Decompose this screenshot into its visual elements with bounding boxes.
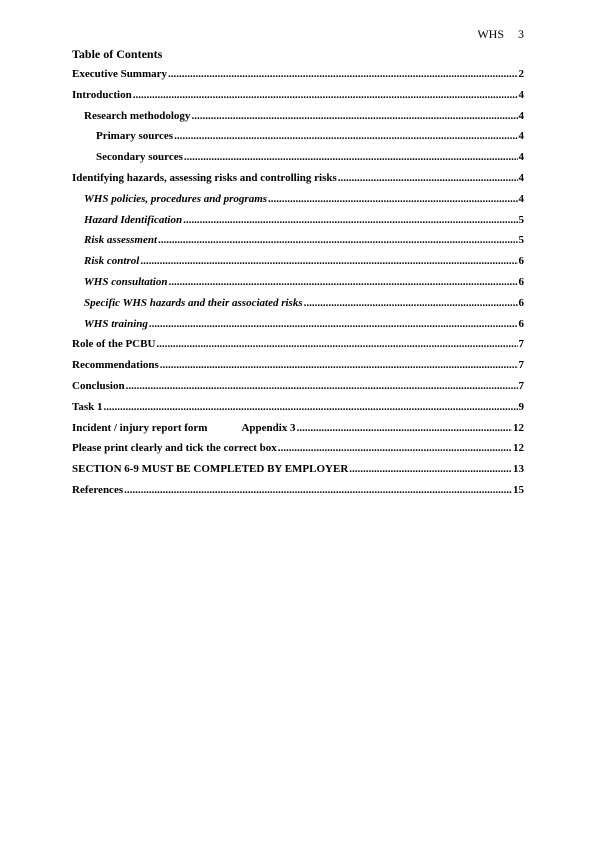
dot-leader [168,276,517,288]
toc-entry-title: Risk control [84,255,140,268]
dot-leader [304,297,518,309]
toc-entry-page: 4 [518,109,524,122]
toc-entry-title: Hazard Identification [84,213,183,226]
dot-leader [191,110,517,122]
toc-entry-page: 12 [513,442,524,455]
page-header [477,27,524,42]
dot-leader [124,484,512,496]
toc-entry[interactable] [72,422,524,443]
toc-entry-title: Specific WHS hazards and their associated risks [84,296,303,309]
toc-entry-title: WHS policies, procedures and programs [84,192,268,205]
toc-entry[interactable] [72,255,524,276]
toc-entry[interactable] [72,234,524,255]
dot-leader [168,68,517,80]
toc-entry[interactable] [72,463,524,484]
page-number: 3 [518,27,524,41]
toc-entry-page: 9 [518,400,524,413]
toc-entry[interactable] [72,130,524,151]
toc-entry-page: 4 [518,192,524,205]
dot-leader [349,463,512,475]
dot-leader [338,172,518,184]
toc-entry-page: 2 [518,68,524,80]
toc-entry-title: Risk assessment [84,234,158,247]
toc-entry-title: Please print clearly and tick the correct box [72,442,277,455]
dot-leader [183,214,517,226]
toc-entry[interactable] [72,193,524,214]
toc-entry-page: 7 [518,379,524,392]
dot-leader [160,359,518,371]
toc-entry-page: 4 [518,171,524,184]
toc-entry[interactable] [72,68,524,89]
dot-leader [133,89,518,101]
toc-entry-title: SECTION 6-9 MUST BE COMPLETED BY EMPLOYER [72,463,349,476]
toc-entry[interactable] [72,172,524,193]
dot-leader [184,151,518,163]
dot-leader [103,401,517,413]
dot-leader [149,318,518,330]
toc-entry-page: 6 [518,275,524,288]
toc-entry[interactable] [72,338,524,359]
dot-leader [158,234,517,246]
toc-entry-page: 6 [518,317,524,330]
dot-leader [140,255,517,267]
toc-title: Table of Contents [72,47,163,61]
toc-entry-page: 12 [513,421,524,434]
toc-entry-page: 7 [518,338,524,351]
toc-entry-page: 6 [518,255,524,268]
toc-entry-title: References [72,483,124,496]
toc-entry-title: WHS consultation [84,275,168,288]
toc-entry[interactable] [72,276,524,297]
toc-entry[interactable] [72,110,524,131]
toc-entry-page: 7 [518,359,524,372]
toc-entry[interactable] [72,380,524,401]
dot-leader [174,130,517,142]
dot-leader [268,193,517,205]
toc-entry-page: 6 [518,296,524,309]
toc-entry-title: Conclusion [72,379,125,392]
toc-entry-page: 5 [518,213,524,226]
toc-entry[interactable] [72,359,524,380]
running-head: WHS [477,27,504,41]
toc-entry-page: 5 [518,234,524,247]
toc-entry-title: Incident / injury report form [72,421,208,434]
toc-entry-page: 15 [513,483,524,496]
toc-entry-title: Role of the PCBU [72,338,156,351]
toc-entry-title: Research methodology [84,109,191,122]
dot-leader [156,338,517,350]
toc-entry[interactable] [72,318,524,339]
toc-entry-page: 4 [518,88,524,101]
dot-leader [278,442,512,454]
toc-entry-title: Primary sources [96,130,174,143]
toc-entry[interactable] [72,484,524,505]
toc-entry-title: Task 1 [72,400,103,413]
toc-entry[interactable] [72,89,524,110]
toc-entry-page: 4 [518,130,524,143]
toc-entry-title: WHS training [84,317,148,330]
toc-entry-title: Executive Summary [72,68,168,80]
toc-entry[interactable] [72,214,524,235]
dot-leader [126,380,518,392]
toc-entry-title: Introduction [72,88,132,101]
toc-entry-title: Secondary sources [96,151,183,164]
toc-entry[interactable] [72,442,524,463]
toc-entry-page: 13 [513,463,524,476]
toc-entry[interactable] [72,151,524,172]
dot-leader [297,422,512,434]
toc-entry-page: 4 [518,151,524,164]
toc-entry-extra: Appendix 3 [241,421,296,434]
table-of-contents [72,68,524,505]
toc-entry-title: Recommendations [72,359,159,372]
toc-entry-title: Identifying hazards, assessing risks and controlling risks [72,171,337,184]
toc-entry[interactable] [72,401,524,422]
toc-entry[interactable] [72,297,524,318]
